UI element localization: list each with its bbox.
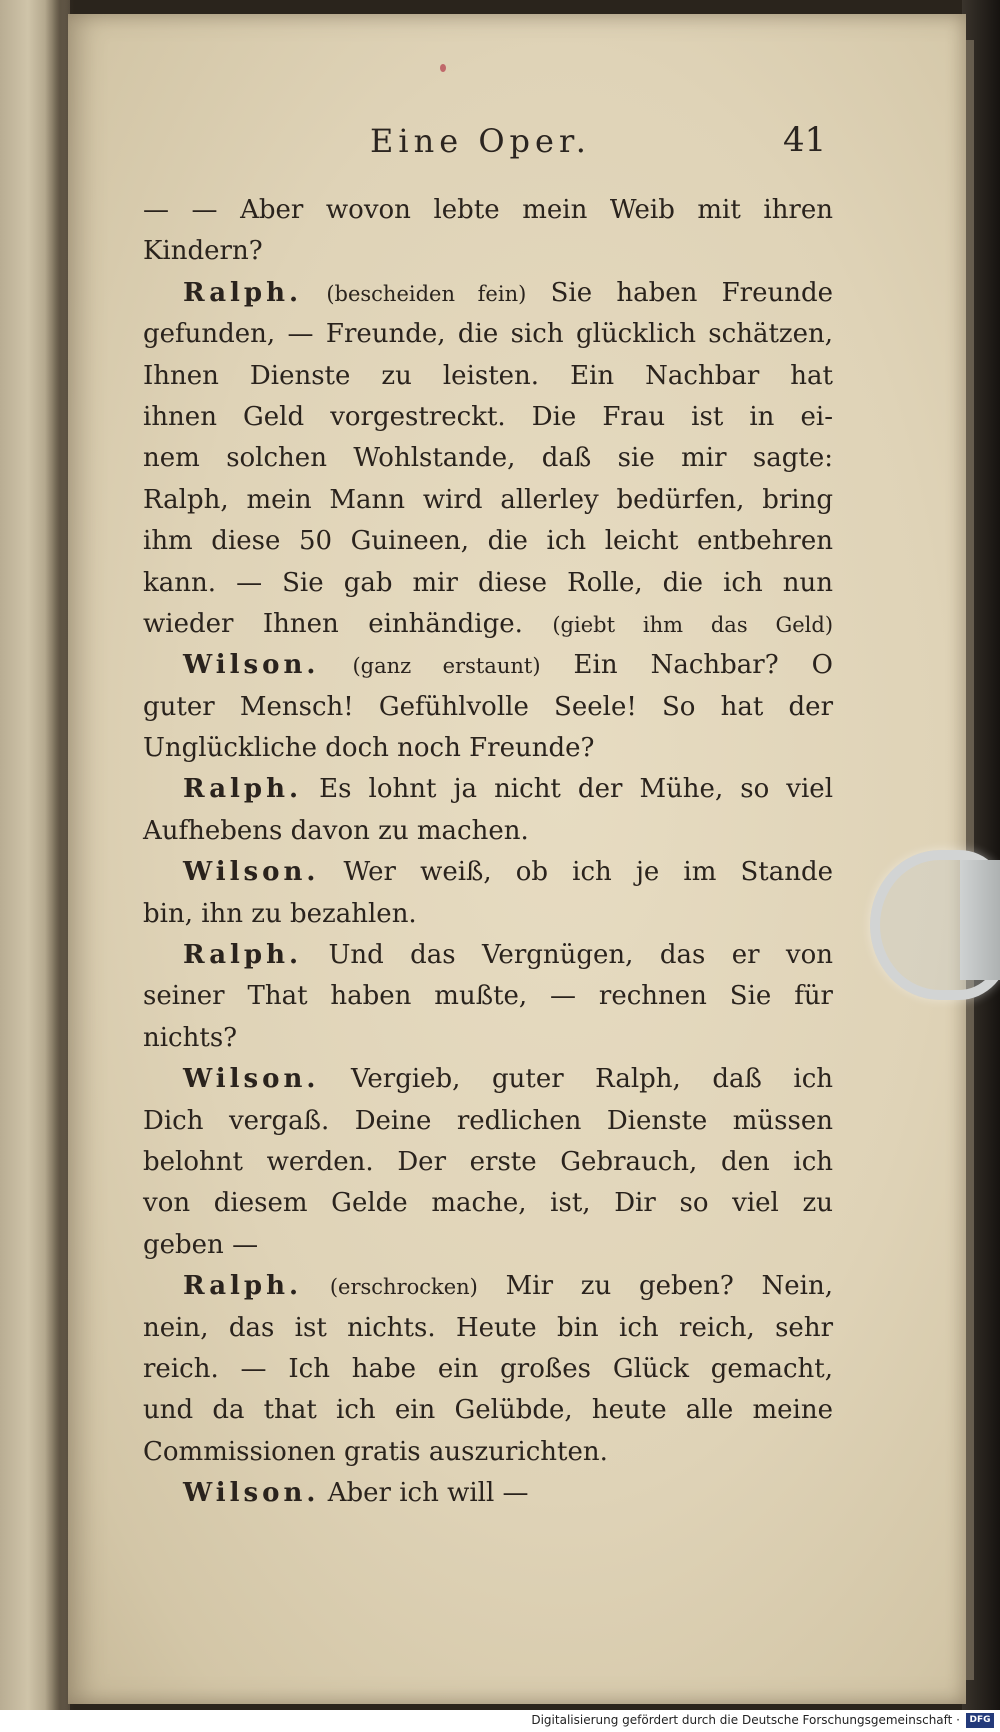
speaker-name: Ralph. bbox=[183, 940, 303, 971]
text-line bbox=[143, 1101, 833, 1142]
line-text: Unglückliche doch noch Freunde? bbox=[143, 733, 595, 764]
stage-direction: (ganz erstaunt) bbox=[352, 654, 541, 679]
line-text: und da that ich ein Gelübde, heute alle meine bbox=[143, 1395, 833, 1426]
text-line bbox=[143, 852, 833, 893]
text-line bbox=[143, 1059, 833, 1100]
line-text: Sie haben Freunde bbox=[550, 277, 834, 308]
line-text: Commissionen gratis auszurichten. bbox=[143, 1436, 608, 1467]
line-text: geben — bbox=[143, 1229, 259, 1260]
text-line bbox=[143, 190, 833, 231]
text-line bbox=[143, 438, 833, 479]
ink-mark bbox=[440, 64, 446, 72]
line-text: nem solchen Wohlstande, daß sie mir sagte: bbox=[143, 443, 833, 474]
text-line bbox=[143, 1183, 833, 1224]
stage-direction: (giebt ihm das Geld) bbox=[552, 612, 834, 637]
line-text: Ihnen Dienste zu leisten. Ein Nachbar hat bbox=[143, 360, 833, 391]
line-text: nein, das ist nichts. Heute bin ich reich, sehr bbox=[143, 1312, 833, 1343]
line-text: ihnen Geld vorgestreckt. Die Frau ist in ei- bbox=[143, 401, 833, 432]
stage-direction: (erschrocken) bbox=[329, 1275, 478, 1300]
line-text: Ralph, mein Mann wird allerley bedürfen, bring bbox=[143, 484, 833, 515]
speaker-name: Ralph. bbox=[183, 277, 303, 308]
text-line bbox=[143, 604, 833, 645]
text-line bbox=[143, 728, 833, 769]
line-text: — — Aber wovon lebte mein Weib mit ihren bbox=[143, 195, 833, 225]
line-text: seiner That haben mußte, — rechnen Sie für bbox=[143, 981, 833, 1012]
text-line bbox=[143, 1390, 833, 1431]
line-text: Aufhebens davon zu machen. bbox=[143, 815, 529, 846]
line-text: kann. — Sie gab mir diese Rolle, die ich nun bbox=[143, 567, 833, 598]
line-text: Ein Nachbar? O bbox=[573, 650, 833, 681]
text-line bbox=[143, 894, 833, 935]
line-text: ihm diese 50 Guineen, die ich leicht entbehren bbox=[143, 526, 833, 557]
text-line bbox=[143, 769, 833, 810]
text-line bbox=[143, 687, 833, 728]
page-body-text bbox=[143, 190, 833, 1515]
line-text: Mir zu geben? Nein, bbox=[505, 1271, 834, 1302]
line-text: Vergieb, guter Ralph, daß ich bbox=[350, 1064, 834, 1095]
line-text: Und das Vergnügen, das er von bbox=[328, 940, 833, 971]
stage-direction: (bescheiden fein) bbox=[326, 281, 527, 306]
text-line bbox=[143, 1432, 833, 1473]
text-line bbox=[143, 645, 833, 686]
line-text: belohnt werden. Der erste Gebrauch, den ich bbox=[143, 1146, 833, 1177]
text-line bbox=[143, 1308, 833, 1349]
line-text: Es lohnt ja nicht der Mühe, so viel bbox=[319, 774, 834, 805]
line-text: reich. — Ich habe ein großes Glück gemacht, bbox=[143, 1353, 833, 1384]
text-line bbox=[143, 1225, 833, 1266]
text-line bbox=[143, 273, 833, 314]
line-text: wieder Ihnen einhändige. bbox=[143, 608, 523, 639]
text-line bbox=[143, 935, 833, 976]
running-head: Eine Oper. bbox=[370, 122, 591, 160]
speaker-name: Ralph. bbox=[183, 774, 303, 805]
line-text: Wer weiß, ob ich je im Stande bbox=[343, 857, 834, 888]
text-line bbox=[143, 521, 833, 562]
speaker-name: Wilson. bbox=[183, 1064, 320, 1095]
speaker-name: Ralph. bbox=[183, 1271, 303, 1302]
text-line bbox=[143, 563, 833, 604]
funding-credit: Digitalisierung gefördert durch die Deutsche Forschungsgemeinschaft · bbox=[531, 1713, 960, 1727]
dfg-logo-icon: DFG bbox=[966, 1713, 994, 1728]
line-text: bin, ihn zu bezahlen. bbox=[143, 898, 417, 929]
text-line bbox=[143, 1473, 833, 1514]
text-line bbox=[143, 314, 833, 355]
line-text: von diesem Gelde mache, ist, Dir so viel zu bbox=[143, 1188, 833, 1219]
text-line bbox=[143, 976, 833, 1017]
text-line bbox=[143, 356, 833, 397]
line-text: gefunden, — Freunde, die sich glücklich schätzen, bbox=[143, 319, 833, 350]
line-text: Kindern? bbox=[143, 236, 263, 267]
footer-bar bbox=[0, 1710, 1000, 1732]
text-line bbox=[143, 1018, 833, 1059]
text-line bbox=[143, 397, 833, 438]
speaker-name: Wilson. bbox=[183, 1478, 320, 1509]
line-text: Aber ich will — bbox=[327, 1478, 529, 1509]
text-line bbox=[143, 1349, 833, 1390]
line-text: guter Mensch! Gefühlvolle Seele! So hat der bbox=[143, 691, 833, 722]
page-number: 41 bbox=[783, 120, 827, 160]
text-line bbox=[143, 1142, 833, 1183]
text-line bbox=[143, 1266, 833, 1307]
line-text: nichts? bbox=[143, 1022, 238, 1053]
text-line bbox=[143, 480, 833, 521]
line-text: Dich vergaß. Deine redlichen Dienste müssen bbox=[143, 1105, 833, 1136]
text-line bbox=[143, 231, 833, 272]
glass-page-weight-handle bbox=[960, 860, 1000, 980]
speaker-name: Wilson. bbox=[183, 650, 320, 681]
text-line bbox=[143, 811, 833, 852]
speaker-name: Wilson. bbox=[183, 857, 320, 888]
